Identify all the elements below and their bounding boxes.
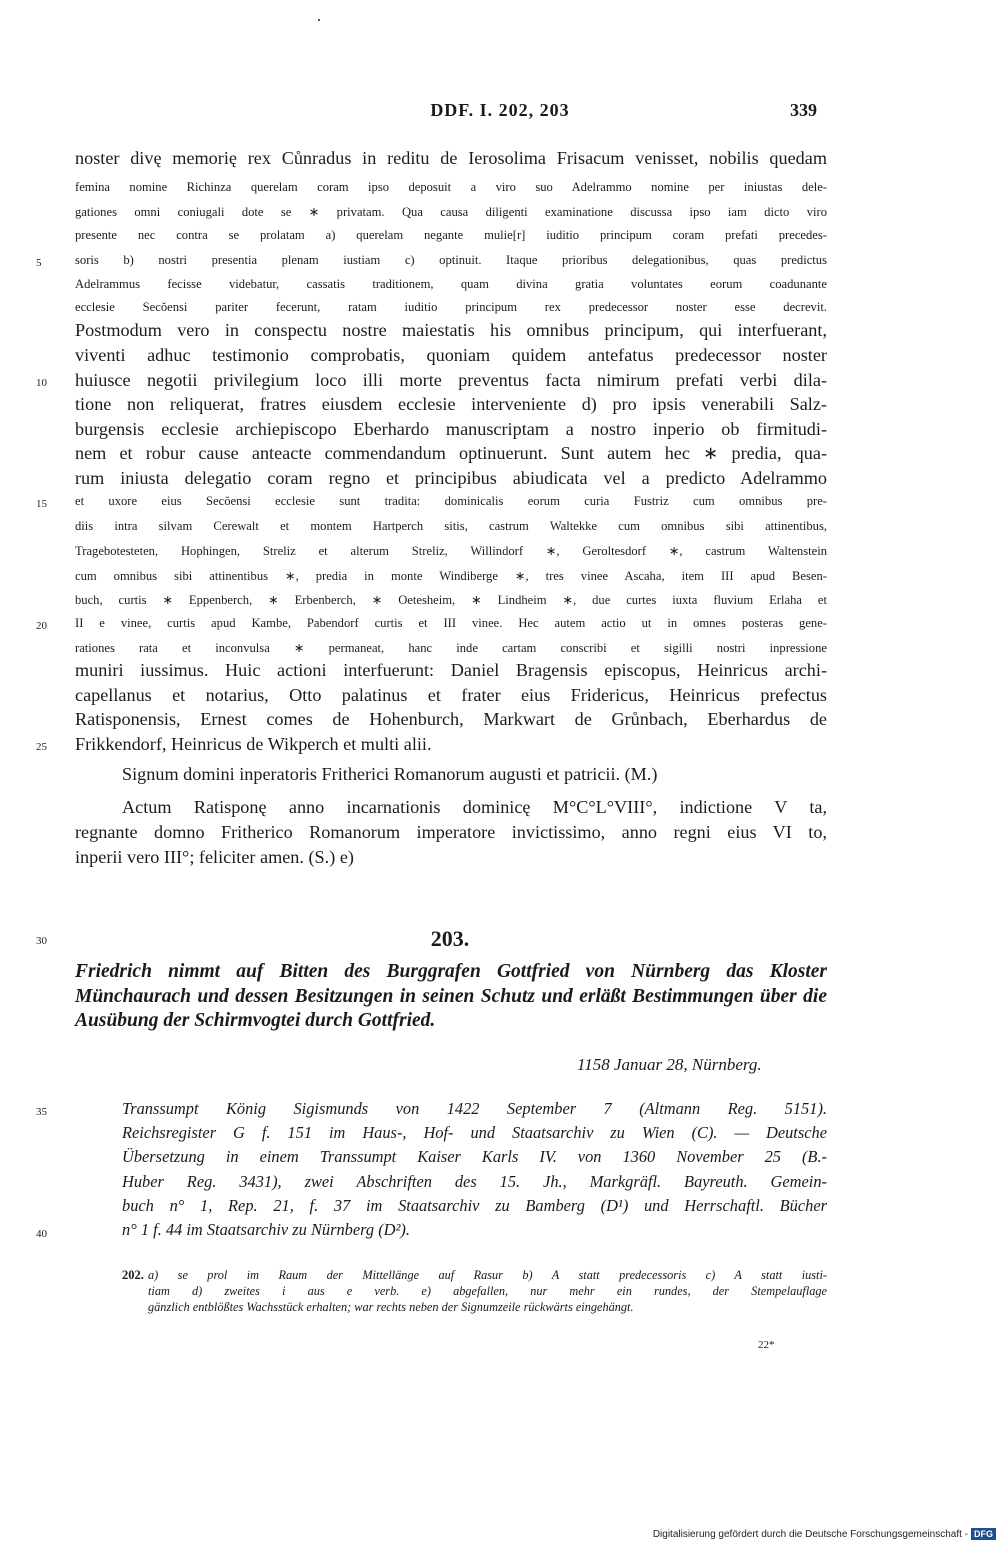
text-line: capellanus et notarius, Otto palatinus et frater eius Fridericus, Heinricus prefectus bbox=[75, 685, 827, 705]
footnote-line: gänzlich entblößtes Wachsstück erhalten; war rechts neben der Signumzeile rückwärts eingehängt. bbox=[148, 1300, 634, 1314]
tradition-line: Reichsregister G f. 151 im Haus-, Hof- und Staatsarchiv zu Wien (C). — Deutsche bbox=[122, 1123, 827, 1142]
line-number: 20 bbox=[36, 620, 47, 632]
text-line: muniri iussimus. Huic actioni interfuerunt: Daniel Bragensis episcopus, Heinricus archi- bbox=[75, 660, 827, 680]
page-number: 339 bbox=[790, 100, 817, 120]
text-line: Frikkendorf, Heinricus de Wikperch et multi alii. bbox=[75, 734, 432, 754]
line-number: 10 bbox=[36, 377, 47, 389]
text-line: diis intra silvam Cerewalt et montem Hartperch sitis, castrum Waltekke cum omnibus sibi attinentibus, bbox=[75, 519, 827, 533]
line-number: 40 bbox=[36, 1228, 47, 1240]
text-line: gationes omni coniugali dote se ∗ privatam. Qua causa diligenti examinatione discussa ipso iam dicto viro bbox=[75, 205, 827, 219]
text-line: burgensis ecclesie archiepiscopo Eberhardo manuscriptam a nostro inperio ob firmitudi- bbox=[75, 419, 827, 439]
text-line: viventi adhuc testimonio comprobatis, quoniam quidem antefatus predecessor noster bbox=[75, 345, 827, 365]
text-line: rum iniusta delegatio coram regno et principibus abiudicata vel a predicto Adelrammo bbox=[75, 468, 827, 488]
notes-label: 202. bbox=[122, 1268, 144, 1282]
dfg-footer-text: Digitalisierung gefördert durch die Deutsche Forschungsgemeinschaft - bbox=[652, 1528, 968, 1540]
scan-speck bbox=[318, 19, 320, 21]
text-line: II e vinee, curtis apud Kambe, Pabendorf curtis et III vinee. Hec autem actio ut in omnes posteras gene- bbox=[75, 616, 827, 630]
text-line: inperii vero III°; feliciter amen. (S.) e) bbox=[75, 847, 354, 867]
signum-line: Signum domini inperatoris Fritherici Romanorum augusti et patricii. (M.) bbox=[122, 764, 658, 784]
text-line: tione non reliquerat, fratres eiusdem ecclesie interveniente d) pro ipsis venerabili Salz- bbox=[75, 394, 827, 414]
footnote-line: a) se prol im Raum der Mittellänge auf Rasur b) A statt predecessoris c) A statt iusti- bbox=[148, 1268, 827, 1282]
text-line: regnante domno Fritherico Romanorum imperatore invictissimo, anno regni eius VI to, bbox=[75, 822, 827, 842]
tradition-line: Transsumpt König Sigismunds von 1422 September 7 (Altmann Reg. 5151). bbox=[122, 1099, 827, 1118]
text-line: cum omnibus sibi attinentibus ∗, predia in monte Windiberge ∗, tres vinee Ascaha, item III apud Besen- bbox=[75, 569, 827, 583]
tradition-line: Übersetzung in einem Transsumpt Kaiser Karls IV. von 1360 November 25 (B.- bbox=[122, 1147, 827, 1166]
line-number: 35 bbox=[36, 1106, 47, 1118]
text-line: nem et robur cause anteacte commendandum optinuerunt. Sunt autem hec ∗ predia, qua- bbox=[75, 443, 827, 463]
line-number: 25 bbox=[36, 741, 47, 753]
dfg-logo: DFG bbox=[971, 1528, 996, 1540]
text-line: presente nec contra se prolatam a) querelam negante mulie[r] iuditio principum coram prefati precedes- bbox=[75, 228, 827, 242]
tradition-line: n° 1 f. 44 im Staatsarchiv zu Nürnberg (D²). bbox=[122, 1220, 410, 1239]
text-line: soris b) nostri presentia plenam iustiam c) optinuit. Itaque prioribus delegationibus, quas predictus bbox=[75, 253, 827, 267]
footnote-line: tiam d) zweites i aus e verb. e) abgefallen, nur mehr ein rundes, der Stempelauflage bbox=[148, 1284, 827, 1298]
line-number: 15 bbox=[36, 498, 47, 510]
regest-heading: Friedrich nimmt auf Bitten des Burggrafen Gottfried von Nürnberg das Kloster Münchaurach und dessen Besitzungen in seinen Schutz und erläßt Bestimmungen über die Ausübung der Schirmvogtei durch Gottfried. bbox=[75, 961, 827, 1031]
text-line: buch, curtis ∗ Eppenberch, ∗ Erbenberch, ∗ Oetesheim, ∗ Lindheim ∗, due curtes iuxta fluvium Erlaha et bbox=[75, 593, 827, 607]
text-line: femina nomine Richinza querelam coram ipso deposuit a viro suo Adelrammo nomine per iniustas dele- bbox=[75, 180, 827, 194]
running-header: DDF. I. 202, 203 bbox=[430, 100, 570, 120]
text-line: Ratisponensis, Ernest comes de Hohenburch, Markwart de Grůnbach, Eberhardus de bbox=[75, 709, 827, 729]
document-number: 203. bbox=[430, 926, 470, 951]
text-line: Postmodum vero in conspectu nostre maiestatis his omnibus principum, qui interfuerant, bbox=[75, 320, 827, 340]
line-number: 5 bbox=[36, 257, 42, 269]
tradition-line: Huber Reg. 3431), zwei Abschriften des 15. Jh., Markgräfl. Bayreuth. Gemein- bbox=[122, 1172, 827, 1191]
text-line: ecclesie Secŏensi pariter fecerunt, ratam iuditio principum rex predecessor noster esse decrevit. bbox=[75, 300, 827, 314]
text-line: Adelrammus fecisse videbatur, cassatis traditionem, quam divina gratia voluntates eorum coadunante bbox=[75, 277, 827, 291]
actum-line: Actum Ratisponę anno incarnationis dominicę M°C°L°VIII°, indictione V ta, bbox=[122, 797, 827, 817]
text-line: huiusce negotii privilegium loco illi morte preventus facta nimirum prefati verbi dila- bbox=[75, 370, 827, 390]
dfg-footer bbox=[653, 1528, 996, 1540]
text-line: noster divę memorię rex Cůnradus in reditu de Ierosolima Frisacum venisset, nobilis quedam bbox=[75, 148, 827, 168]
text-line: rationes rata et inconvulsa ∗ permaneat, hanc inde cartam conscribi et sigilli nostri inpressione bbox=[75, 641, 827, 655]
signature-mark: 22* bbox=[758, 1339, 775, 1351]
line-number: 30 bbox=[36, 935, 47, 947]
text-line: et uxore eius Secŏensi ecclesie sunt tradita: dominicalis eorum curia Fustriz cum omnibus pre- bbox=[75, 494, 827, 508]
date-place: 1158 Januar 28, Nürnberg. bbox=[577, 1055, 762, 1074]
tradition-line: buch n° 1, Rep. 21, f. 37 im Staatsarchiv zu Bamberg (D¹) und Herrschaftl. Bücher bbox=[122, 1196, 827, 1215]
text-line: Tragebotesteten, Hophingen, Streliz et alterum Streliz, Willindorf ∗, Geroltesdorf ∗, castrum Waltenstein bbox=[75, 544, 827, 558]
